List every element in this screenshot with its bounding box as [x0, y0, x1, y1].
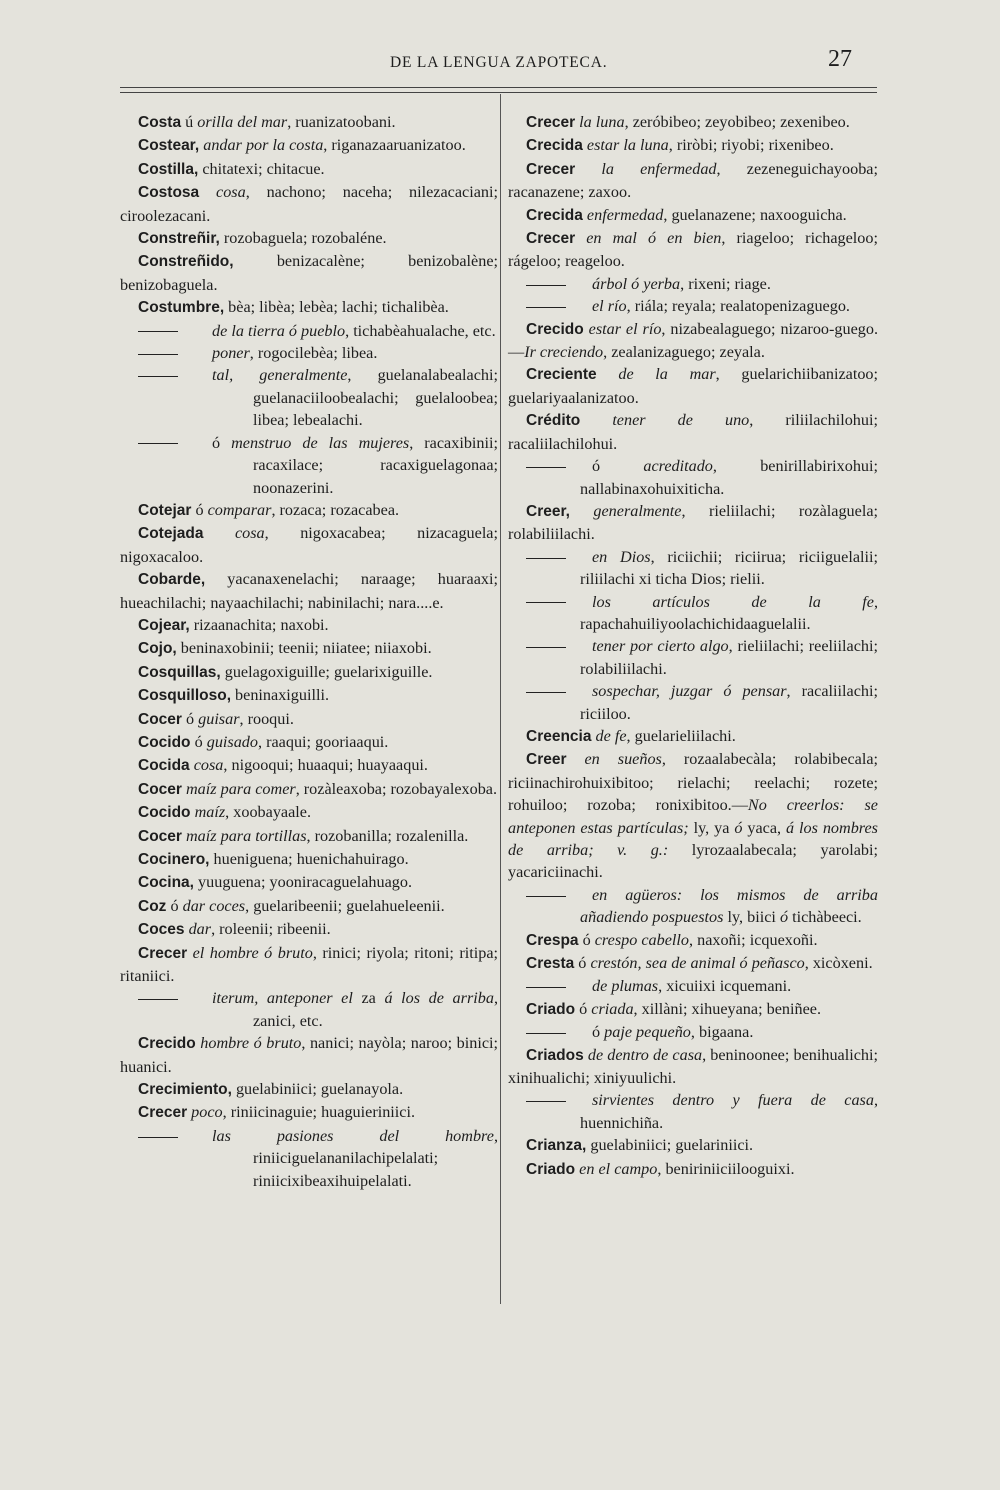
- definition-italic: paje pequeño: [604, 1023, 691, 1042]
- definition-italic: hombre ó bruto: [200, 1034, 302, 1053]
- headword: Criado: [526, 1160, 576, 1178]
- definition-text: guelagoxiguille; guelarixiguille.: [220, 662, 433, 681]
- definition-italic: menstruo de las mujeres: [231, 433, 410, 452]
- running-head: DE LA LENGUA ZAPOTECA.: [390, 54, 608, 71]
- dictionary-subentry: [508, 295, 878, 317]
- definition-text: , guelaribeenii; guelahueleenii.: [245, 896, 445, 915]
- definition-text: yacanaxenelachi; naraage; huaraaxi; hueachilachi; nayaachilachi; nabinilachi; nara....e.: [120, 570, 498, 612]
- definition-text: lyrozaalabecala; yarolabi; yacariciinachi.: [508, 841, 878, 882]
- definition-italic: maíz para comer: [185, 779, 296, 798]
- definition-text: , racaliilachi; riciiloo.: [580, 682, 878, 723]
- dictionary-entry: [508, 227, 878, 273]
- headword: Crecida: [526, 137, 583, 155]
- definition-text: [575, 229, 586, 247]
- dictionary-entry: [120, 918, 498, 941]
- dictionary-entry: [508, 929, 878, 952]
- definition-text: , riliilachilohui; racaliilachilohui.: [508, 411, 878, 453]
- definition-text: , riageloo; richageloo; rágeloo; reageloo.: [508, 229, 878, 271]
- definition-text: ó: [574, 954, 591, 973]
- dictionary-entry: [508, 725, 878, 748]
- dictionary-entry: [508, 318, 878, 364]
- dictionary-entry: [120, 778, 498, 801]
- repeat-dash: [526, 558, 566, 559]
- headword: Crecer: [138, 1104, 188, 1122]
- headword: Crecida: [526, 206, 583, 224]
- definition-text: , bigaana.: [690, 1023, 754, 1042]
- definition-text: , racaxibinii; racaxilace; racaxiguelagonaa; noonazerini.: [253, 433, 498, 497]
- dictionary-entry: [120, 614, 498, 637]
- repeat-dash: [526, 647, 566, 648]
- headword: Crecer: [526, 160, 576, 178]
- headword: Creer: [526, 751, 567, 769]
- right-column: [508, 111, 878, 1181]
- headword: Crecer: [138, 944, 188, 962]
- headword: Cocer: [138, 710, 182, 728]
- definition-text: yuuguena; yooniracaguelahuago.: [193, 873, 412, 892]
- headword: Constreñir,: [138, 230, 220, 248]
- definition-text: ó: [578, 930, 595, 949]
- headword: Costosa: [138, 184, 200, 202]
- definition-italic: cosa: [216, 183, 246, 202]
- headword: Creencia: [526, 727, 592, 745]
- dictionary-subentry: [508, 635, 878, 680]
- definition-text: , zezeneguichayooba; racanazene; zaxoo.: [508, 159, 878, 202]
- definition-text: ó: [190, 732, 207, 751]
- dictionary-entry: [508, 111, 878, 134]
- definition-italic: en el campo: [579, 1159, 658, 1178]
- repeat-dash: [526, 602, 566, 603]
- definition-italic: acreditado: [643, 457, 713, 476]
- definition-italic: las pasiones del hombre: [212, 1126, 494, 1145]
- definition-text: , riròbi; riyobi; rixenibeo.: [668, 136, 834, 155]
- repeat-dash: [526, 467, 566, 468]
- dictionary-entry: [120, 637, 498, 660]
- dictionary-subentry: [508, 1089, 878, 1134]
- definition-text: ú: [181, 113, 198, 131]
- definition-italic: en Dios: [592, 547, 651, 566]
- dictionary-entry: [508, 204, 878, 227]
- headword: Crecimiento,: [138, 1081, 232, 1099]
- repeat-dash: [138, 331, 178, 332]
- dictionary-subentry: [120, 987, 498, 1032]
- definition-text: , rooqui.: [239, 709, 294, 728]
- definition-italic: en mal ó en bien: [586, 229, 722, 248]
- definition-text: , riniiciguelananilachipelalati; riniicixibeaxihuipelalati.: [253, 1126, 498, 1190]
- headword: Crédito: [526, 412, 581, 430]
- headword: Cocido: [138, 804, 191, 822]
- definition-text: rizaanachita; naxobi.: [189, 615, 329, 634]
- dictionary-entry: [508, 998, 878, 1021]
- definition-text: , guelanazene; naxooguicha.: [663, 205, 847, 224]
- headword: Coz: [138, 897, 167, 915]
- header-rule-bottom: [120, 92, 877, 93]
- definition-text: , naxoñi; icquexoñi.: [689, 930, 818, 949]
- definition-text: , rozobanilla; rozalenilla.: [306, 826, 469, 845]
- definition-italic: orilla del mar: [197, 113, 288, 131]
- definition-italic: crespo cabello: [594, 930, 689, 949]
- definition-text: , rixeni; riage.: [680, 274, 771, 293]
- definition-text: , tichabèahualache, etc.: [345, 321, 496, 340]
- repeat-dash: [138, 354, 178, 355]
- definition-text: ó: [592, 1023, 605, 1042]
- headword: Costa: [138, 114, 182, 131]
- definition-text: guelabiniici; guelariniici.: [586, 1136, 754, 1155]
- dictionary-entry: [508, 1134, 878, 1157]
- definition-italic: cosa: [234, 524, 265, 543]
- definition-text: , rogocilebèa; libea.: [249, 344, 378, 363]
- repeat-dash: [138, 1137, 178, 1138]
- headword: Cocina,: [138, 874, 194, 892]
- dictionary-subentry: [508, 455, 878, 500]
- definition-text: , nigoxacabea; nizacaguela; nigoxacaloo.: [120, 524, 498, 566]
- dictionary-entry: [120, 134, 498, 157]
- definition-italic: ó: [779, 908, 789, 927]
- repeat-dash: [526, 896, 566, 897]
- dictionary-subentry: [508, 975, 878, 997]
- dictionary-entry: [508, 409, 878, 455]
- definition-italic: poco: [191, 1103, 223, 1122]
- definition-italic: generalmente: [593, 501, 682, 520]
- definition-italic: estar la luna: [586, 136, 669, 155]
- dictionary-entry: [120, 250, 498, 296]
- repeat-dash: [138, 376, 178, 377]
- definition-text: beninaxiguilli.: [231, 686, 330, 705]
- dictionary-entry: [120, 499, 498, 522]
- dictionary-subentry: [508, 591, 878, 636]
- definition-text: , guelarieliilachi.: [626, 726, 736, 745]
- repeat-dash: [138, 999, 178, 1000]
- headword: Costilla,: [138, 160, 199, 178]
- repeat-dash: [526, 1101, 566, 1102]
- headword: Crecido: [526, 320, 584, 338]
- headword: Cocido: [138, 733, 191, 751]
- definition-italic: los artículos de la fe: [592, 592, 874, 611]
- definition-text: , rinici; riyola; ritoni; ritipa; ritaniici.: [120, 943, 498, 986]
- definition-italic: maíz para tortillas: [185, 826, 307, 845]
- definition-italic: tener por cierto algo: [592, 637, 729, 656]
- headword: Cocinero,: [138, 851, 210, 868]
- dictionary-entry: [120, 227, 498, 250]
- definition-text: , rieliilachi; rozàlaguela; rolabiliilachi.: [508, 501, 879, 544]
- dictionary-entry: [120, 825, 498, 848]
- definition-text: [597, 365, 619, 383]
- definition-text: , beninoonee; benihualichi; xinihualichi; xiniyuulichi.: [508, 1045, 878, 1088]
- definition-italic: el hombre ó bruto: [192, 943, 313, 962]
- definition-text: ó: [212, 433, 232, 452]
- dictionary-entry: [508, 363, 878, 409]
- repeat-dash: [526, 987, 566, 988]
- dictionary-entry: [120, 522, 498, 568]
- definition-italic: guisar: [198, 709, 240, 728]
- definition-text: , rapachahuiliyoolachichidaaguelalii.: [580, 592, 878, 633]
- definition-italic: criada: [591, 999, 634, 1018]
- dictionary-subentry: [120, 364, 498, 431]
- headword: Crespa: [526, 931, 579, 949]
- dictionary-entry: [508, 1158, 878, 1181]
- definition-italic: dar: [188, 920, 212, 939]
- dictionary-entry: [508, 1044, 878, 1090]
- definition-text: , zanici, etc.: [253, 989, 498, 1030]
- definition-text: , rozaalabecàla; rolabibecala; riciinachirohuixibitoo; rielachi; reelachi; rozete; rohuiloo; rozoba; ronixibitoo.—: [508, 750, 879, 815]
- definition-italic: sirvientes dentro y fuera de casa: [592, 1091, 874, 1110]
- definition-italic: andar por la costa: [203, 136, 324, 155]
- dictionary-subentry: [508, 680, 878, 725]
- definition-italic: tener de uno: [612, 411, 750, 430]
- dictionary-entry: [508, 158, 878, 204]
- dictionary-entry: [508, 748, 878, 883]
- definition-text: [199, 183, 216, 201]
- definition-italic: á los nombres de arriba; v. g.:: [508, 818, 878, 859]
- definition-text: ó: [592, 457, 644, 476]
- definition-text: ly, biici: [723, 908, 780, 927]
- definition-text: , nigooqui; huaaqui; huayaaqui.: [223, 756, 428, 775]
- definition-italic: de fe: [595, 726, 627, 745]
- dictionary-entry: [120, 895, 498, 918]
- dictionary-subentry: [120, 342, 498, 364]
- definition-text: [575, 160, 601, 178]
- definition-text: ó: [166, 896, 183, 915]
- definition-italic: de plumas: [592, 977, 659, 996]
- dictionary-subentry: [508, 1021, 878, 1043]
- definition-text: , xicòxeni.: [804, 954, 873, 973]
- dictionary-entry: [120, 296, 498, 319]
- definition-italic: sospechar, juzgar ó pensar: [592, 682, 787, 701]
- headword: Cresta: [526, 955, 575, 973]
- definition-text: bèa; libèa; lebèa; lachi; tichalibèa.: [224, 298, 449, 317]
- definition-text: , rozàleaxoba; rozobayalexoba.: [295, 779, 498, 798]
- dictionary-entry: [120, 848, 498, 871]
- headword: Cotejada: [138, 525, 204, 543]
- repeat-dash: [526, 692, 566, 693]
- definition-text: , rieliilachi; reeliilachi; rolabiliilachi.: [580, 637, 878, 678]
- headword: Crianza,: [526, 1137, 587, 1155]
- dictionary-subentry: [120, 1125, 498, 1192]
- dictionary-entry: [120, 801, 498, 824]
- headword: Cocida: [138, 757, 190, 775]
- definition-text: , benirillabirixohui; nallabinaxohuixiticha.: [580, 457, 878, 498]
- headword: Crecer: [526, 114, 576, 131]
- headword: Criado: [526, 1000, 576, 1018]
- definition-italic: la luna: [579, 113, 625, 131]
- headword: Cosquillas,: [138, 663, 221, 681]
- page-number: 27: [828, 46, 852, 72]
- definition-text: , rozaca; rozacabea.: [271, 500, 400, 519]
- headword: Creer,: [526, 502, 570, 520]
- headword: Creciente: [526, 366, 597, 384]
- dictionary-entry: [120, 568, 498, 614]
- definition-text: , huennichiña.: [580, 1091, 878, 1132]
- headword: Cotejar: [138, 501, 192, 519]
- definition-text: , beniriniiciilooguixi.: [657, 1159, 795, 1178]
- definition-text: , xoobayaale.: [225, 803, 312, 822]
- headword: Constreñido,: [138, 253, 234, 271]
- definition-text: [203, 524, 235, 542]
- definition-italic: crestón, sea de animal ó peñasco: [590, 954, 805, 973]
- definition-text: ó: [575, 999, 592, 1018]
- definition-text: [580, 411, 612, 429]
- definition-italic: Ir creciendo: [524, 343, 604, 362]
- dictionary-entry: [508, 500, 878, 546]
- definition-text: [570, 502, 593, 520]
- repeat-dash: [526, 307, 566, 308]
- headword: Cojear,: [138, 616, 190, 634]
- definition-italic: guisado: [206, 732, 258, 751]
- definition-text: yaca,: [742, 818, 786, 837]
- definition-italic: ó: [734, 818, 743, 837]
- definition-text: , riciichii; riciirua; riciiguelalii; riliilachi xi ticha Dios; rielii.: [580, 547, 879, 589]
- dictionary-subentry: [508, 546, 878, 591]
- definition-italic: de dentro de casa: [587, 1045, 703, 1064]
- definition-text: , ruanizatoobani.: [287, 113, 396, 131]
- definition-text: rozobaguela; rozobaléne.: [219, 229, 387, 248]
- dictionary-subentry: [508, 884, 878, 929]
- definition-italic: No creerlos: se anteponen estas partículas;: [508, 796, 878, 837]
- definition-text: , roleenii; ribeenii.: [211, 920, 331, 939]
- dictionary-entry: [120, 731, 498, 754]
- repeat-dash: [526, 1033, 566, 1034]
- dictionary-entry: [120, 1078, 498, 1101]
- headword: Crecido: [138, 1035, 196, 1053]
- definition-italic: iterum, anteponer el: [212, 989, 353, 1008]
- definition-text: , xicuiixi icquemani.: [658, 977, 792, 996]
- definition-italic: la enfermedad: [601, 159, 717, 178]
- dictionary-entry: [508, 952, 878, 975]
- definition-italic: tal, generalmente: [212, 366, 348, 385]
- headword: Cocer: [138, 780, 182, 798]
- definition-text: ó: [181, 709, 199, 728]
- dictionary-entry: [508, 134, 878, 157]
- dictionary-entry: [120, 661, 498, 684]
- definition-text: za: [352, 989, 385, 1008]
- definition-italic: cosa: [193, 756, 224, 775]
- headword: Coces: [138, 921, 185, 939]
- definition-text: guelabiniici; guelanayola.: [231, 1080, 404, 1099]
- headword: Cocer: [138, 827, 182, 845]
- definition-text: , riála; reyala; realatopenizaguego.: [626, 297, 850, 316]
- definition-italic: poner: [212, 344, 250, 363]
- definition-italic: de la tierra ó pueblo: [212, 321, 346, 340]
- definition-text: , nachono; naceha; nilezacaciani; ciroolezacani.: [120, 183, 499, 225]
- dictionary-entry: [120, 1101, 498, 1124]
- definition-text: , xillàni; xihueyana; beniñee.: [633, 999, 821, 1018]
- dictionary-subentry: [120, 320, 498, 342]
- definition-text: tichàbeeci.: [788, 908, 862, 927]
- dictionary-entry: [120, 181, 498, 227]
- definition-italic: en sueños: [584, 750, 662, 769]
- headword: Costumbre,: [138, 299, 225, 317]
- definition-text: ó: [191, 500, 208, 519]
- definition-text: ly, ya: [688, 818, 735, 837]
- definition-text: hueniguena; huenichahuirago.: [209, 850, 409, 868]
- dictionary-entry: [120, 111, 498, 134]
- definition-text: , zeróbibeo; zeyobibeo; zexenibeo.: [624, 113, 850, 131]
- definition-italic: dar coces: [182, 896, 246, 915]
- definition-italic: árbol ó yerba: [592, 274, 681, 293]
- definition-text: , nizabealaguego; nizaroo-guego.—: [508, 319, 878, 362]
- dictionary-entry: [120, 942, 498, 988]
- definition-text: chitatexi; chitacue.: [198, 159, 325, 178]
- headword: Cosquilloso,: [138, 687, 231, 705]
- header-rule-top: [120, 87, 877, 88]
- definition-italic: á los de arriba: [384, 989, 494, 1008]
- definition-text: , raaqui; gooriaaqui.: [258, 732, 389, 751]
- repeat-dash: [526, 285, 566, 286]
- definition-italic: el río: [592, 297, 627, 316]
- definition-text: benizacalène; benizobalène; benizobaguela.: [120, 252, 498, 294]
- headword: Crecer: [526, 230, 576, 248]
- dictionary-subentry: [120, 432, 498, 499]
- dictionary-entry: [120, 708, 498, 731]
- definition-text: , guelarichiibanizatoo; guelariyaalanizatoo.: [508, 365, 879, 407]
- definition-italic: maíz: [194, 803, 226, 822]
- dictionary-entry: [120, 871, 498, 894]
- definition-italic: enfermedad: [586, 205, 664, 224]
- repeat-dash: [138, 443, 178, 444]
- definition-text: , guelanalabealachi; guelanaciiloobealachi; guelaloobea; libea; lebealachi.: [253, 366, 498, 430]
- left-column: [120, 111, 498, 1192]
- definition-italic: comparar: [207, 500, 272, 519]
- definition-text: , zealanizaguego; zeyala.: [603, 343, 765, 362]
- headword: Cojo,: [138, 640, 177, 658]
- definition-text: , riniicinaguie; huaguieriniici.: [222, 1103, 416, 1122]
- definition-text: , riganazaaruanizatoo.: [323, 136, 466, 155]
- dictionary-entry: [120, 684, 498, 707]
- definition-text: [567, 750, 585, 768]
- dictionary-entry: [120, 754, 498, 777]
- headword: Cobarde,: [138, 571, 206, 589]
- definition-italic: de la mar: [618, 365, 716, 384]
- definition-text: , nanici; nayòla; naroo; binici; huanici.: [120, 1034, 498, 1076]
- headword: Costear,: [138, 137, 200, 155]
- dictionary-entry: [120, 1032, 498, 1078]
- headword: Criados: [526, 1046, 584, 1064]
- dictionary-entry: [120, 158, 498, 181]
- definition-italic: estar el río: [588, 319, 662, 338]
- column-divider: [500, 94, 501, 1304]
- dictionary-subentry: [508, 273, 878, 295]
- definition-text: beninaxobinii; teenii; niiatee; niiaxobi.: [176, 639, 432, 658]
- definition-italic: en agüeros: los mismos de arriba añadiendo pospuestos: [580, 885, 878, 927]
